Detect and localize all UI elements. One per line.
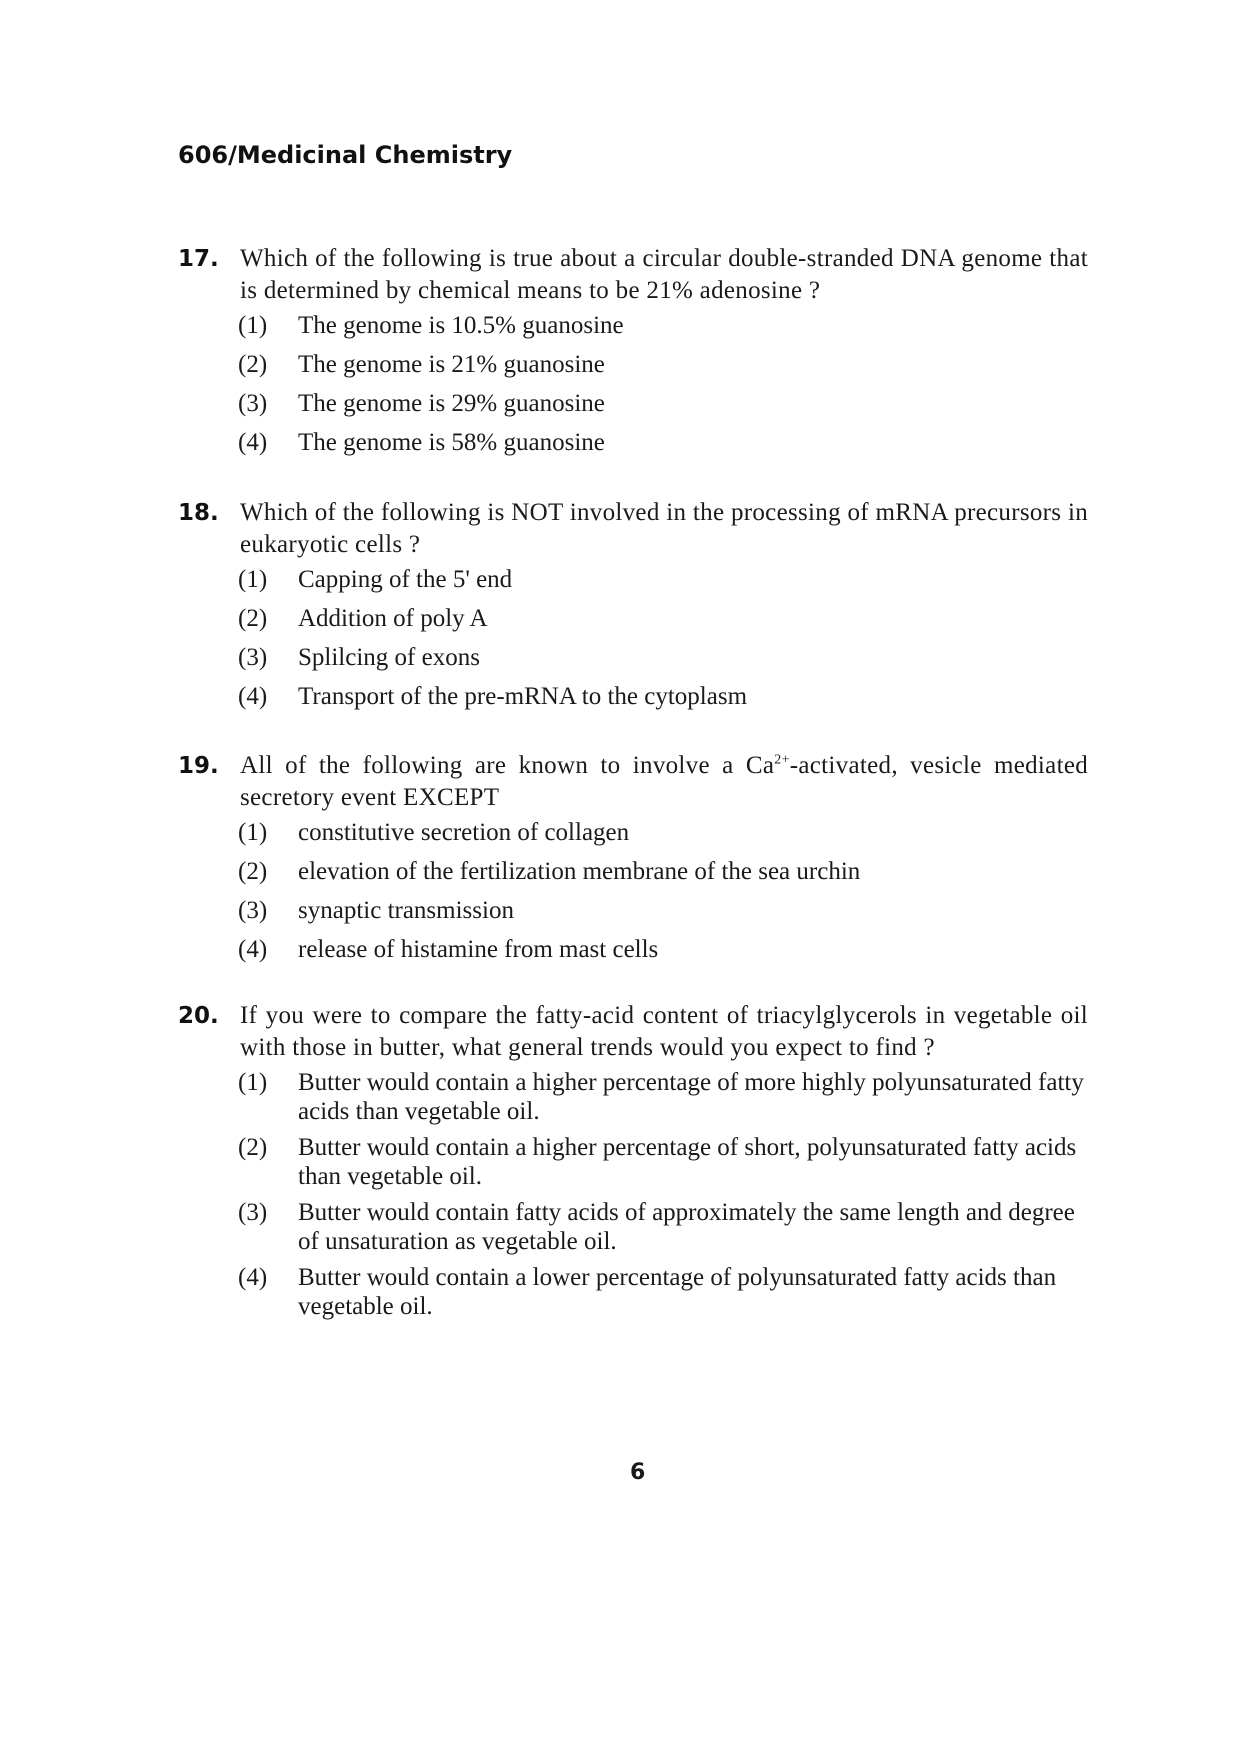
option — [238, 604, 1088, 633]
question-text-part: -activated, vesicle mediated secretory event EXCEPT — [240, 752, 1089, 811]
option — [238, 682, 1088, 711]
option-text: The genome is 58% guanosine — [298, 429, 605, 456]
option-text: synaptic transmission — [298, 897, 514, 924]
option-text: elevation of the fertilization membrane of the sea urchin — [298, 858, 861, 885]
option — [238, 1133, 1088, 1191]
option-number: (2) — [238, 605, 268, 632]
option-text: Butter would contain fatty acids of approximately the same length and degree of unsaturation as vegetable oil. — [298, 1199, 1075, 1255]
option — [238, 389, 1088, 418]
question-text: If you were to compare the fatty-acid content of triacylglycerols in vegetable oil with those in butter, what general trends would you expect to find ? — [240, 1002, 1088, 1061]
option-text: Butter would contain a higher percentage of more highly polyunsaturated fatty acids than vegetable oil. — [298, 1069, 1084, 1125]
option-number: (4) — [238, 683, 268, 710]
question-number: 17. — [178, 246, 219, 272]
option — [238, 896, 1088, 925]
option-number: (1) — [238, 819, 268, 846]
page-number: 6 — [630, 1460, 646, 1485]
option — [238, 818, 1088, 847]
question-20 — [178, 1000, 1088, 1328]
question-text: Which of the following is true about a circular double-stranded DNA genome that is determined by chemical means to be 21% adenosine ? — [240, 245, 1088, 304]
option-number: (3) — [238, 897, 268, 924]
option — [238, 643, 1088, 672]
option-number: (1) — [238, 566, 268, 593]
option-number: (3) — [238, 1199, 268, 1226]
question-number: 18. — [178, 500, 219, 526]
option-number: (3) — [238, 644, 268, 671]
question-text — [240, 750, 1088, 814]
option-text: The genome is 21% guanosine — [298, 351, 605, 378]
option — [238, 350, 1088, 379]
question-19 — [178, 750, 1088, 974]
option-text: The genome is 10.5% guanosine — [298, 312, 624, 339]
option-number: (1) — [238, 1069, 268, 1096]
option — [238, 1198, 1088, 1256]
option-list — [238, 565, 1088, 711]
superscript-charge: 2+ — [774, 752, 790, 768]
option-text: release of histamine from mast cells — [298, 936, 659, 963]
option-text: Butter would contain a lower percentage of polyunsaturated fatty acids than vegetable oil. — [298, 1264, 1057, 1320]
option — [238, 935, 1088, 964]
question-text-part: All of the following are known to involve a Ca — [240, 752, 775, 779]
option-number: (1) — [238, 312, 268, 339]
question-number: 20. — [178, 1003, 219, 1029]
option-number: (2) — [238, 858, 268, 885]
question-number: 19. — [178, 753, 219, 779]
option-number: (4) — [238, 936, 268, 963]
option-text: Butter would contain a higher percentage of short, polyunsaturated fatty acids than vegetable oil. — [298, 1134, 1077, 1190]
option-list — [238, 1068, 1088, 1321]
page-header-title: 606/Medicinal Chemistry — [178, 141, 513, 169]
option-number: (4) — [238, 1264, 268, 1291]
option-list — [238, 818, 1088, 964]
option-text: Addition of poly A — [298, 605, 488, 632]
option-text: Splilcing of exons — [298, 644, 480, 671]
option — [238, 1263, 1088, 1321]
option-number: (3) — [238, 390, 268, 417]
option-number: (2) — [238, 1134, 268, 1161]
option-number: (2) — [238, 351, 268, 378]
option — [238, 428, 1088, 457]
option-text: Capping of the 5' end — [298, 566, 513, 593]
option-text: Transport of the pre-mRNA to the cytoplasm — [298, 683, 748, 710]
option — [238, 565, 1088, 594]
option — [238, 1068, 1088, 1126]
option-list — [238, 311, 1088, 457]
question-17 — [178, 243, 1088, 467]
option-text: constitutive secretion of collagen — [298, 819, 630, 846]
option — [238, 857, 1088, 886]
option — [238, 311, 1088, 340]
option-text: The genome is 29% guanosine — [298, 390, 605, 417]
question-18 — [178, 497, 1088, 721]
question-text: Which of the following is NOT involved in the processing of mRNA precursors in eukaryotic cells ? — [240, 499, 1088, 558]
option-number: (4) — [238, 429, 268, 456]
